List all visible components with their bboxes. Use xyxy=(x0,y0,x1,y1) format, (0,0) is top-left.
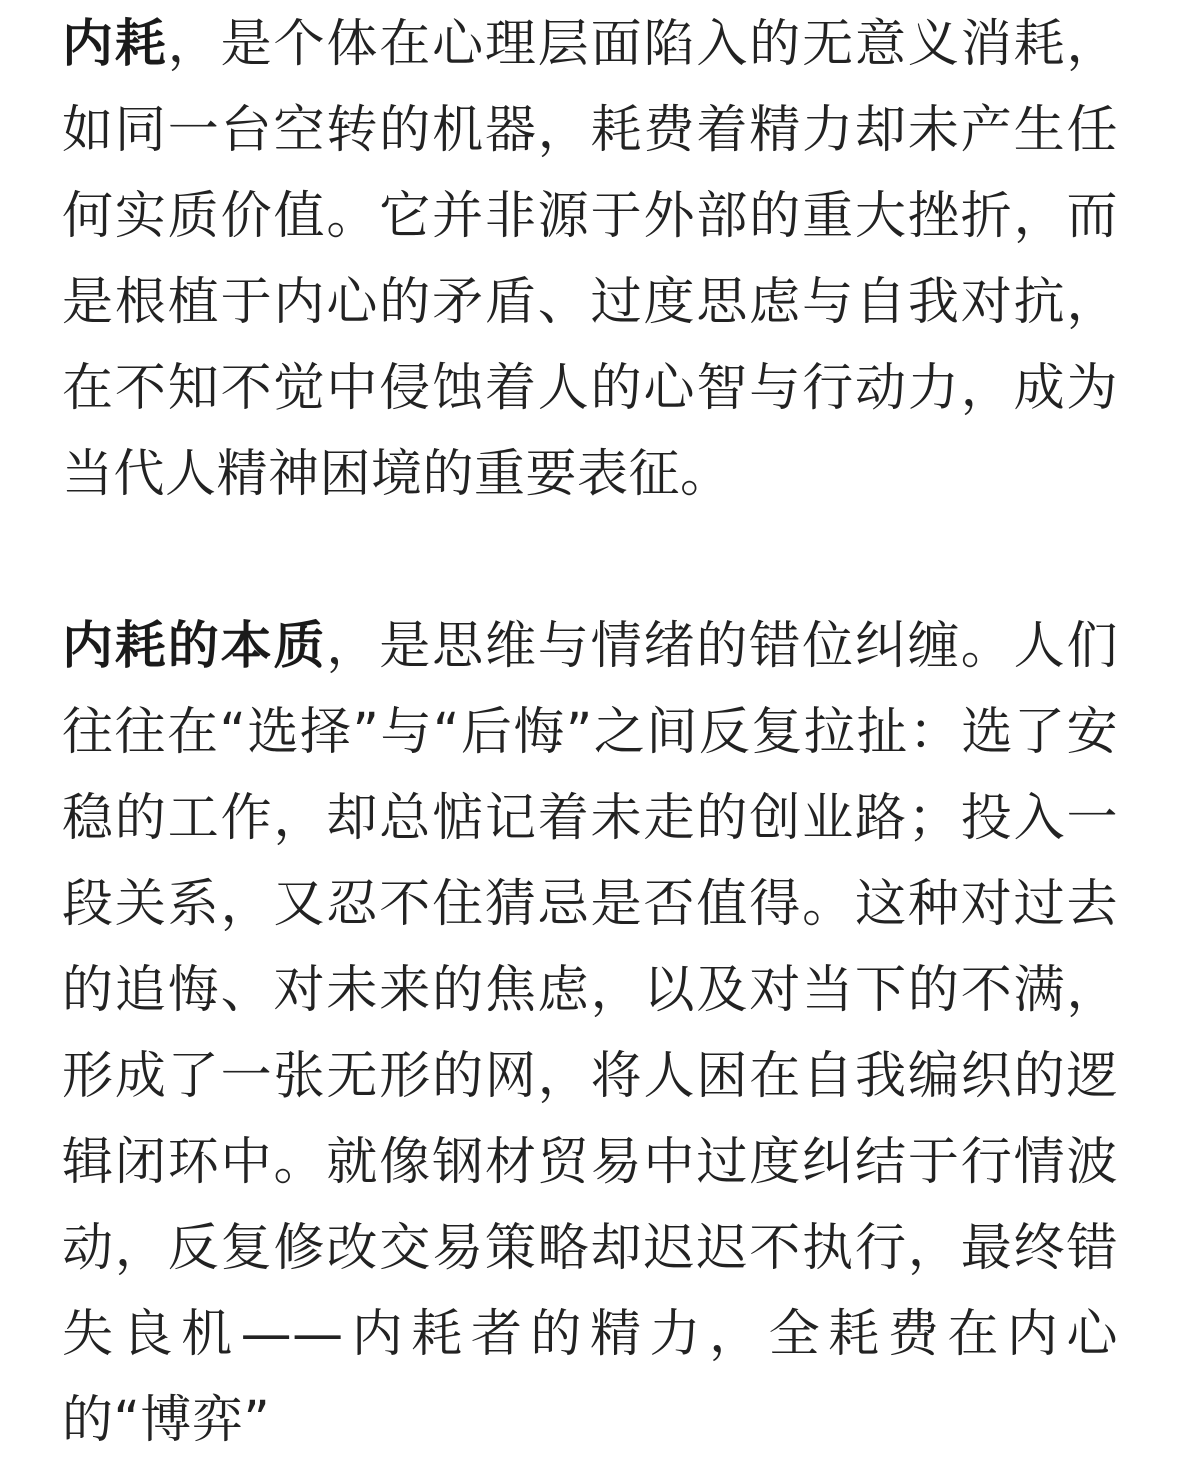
paragraph-lead-term: 内耗的本质 xyxy=(62,617,327,676)
paragraph-definition xyxy=(62,0,1118,518)
paragraph-text: ，是个体在心理层面陷入的无意义消耗，如同一台空转的机器，耗费着精力却未产生任何实质价值。它并非源于外部的重大挫折，而是根植于内心的矛盾、过度思虑与自我对抗，在不知不觉中侵蚀着人的心智与行动力，成为当代人精神困境的重要表征。 xyxy=(62,15,1118,504)
article-body xyxy=(62,0,1118,1464)
paragraph-essence xyxy=(62,604,1118,1464)
paragraph-lead-term: 内耗 xyxy=(62,15,168,74)
paragraph-text: ，是思维与情绪的错位纠缠。人们往往在“选择”与“后悔”之间反复拉扯：选了安稳的工作，却总惦记着未走的创业路；投入一段关系，又忍不住猜忌是否值得。这种对过去的追悔、对未来的焦虑，以及对当下的不满，形成了一张无形的网，将人困在自我编织的逻辑闭环中。就像钢材贸易中过度纠结于行情波动，反复修改交易策略却迟迟不执行，最终错失良机——内耗者的精力，全耗费在内心的“博弈” xyxy=(62,617,1118,1450)
